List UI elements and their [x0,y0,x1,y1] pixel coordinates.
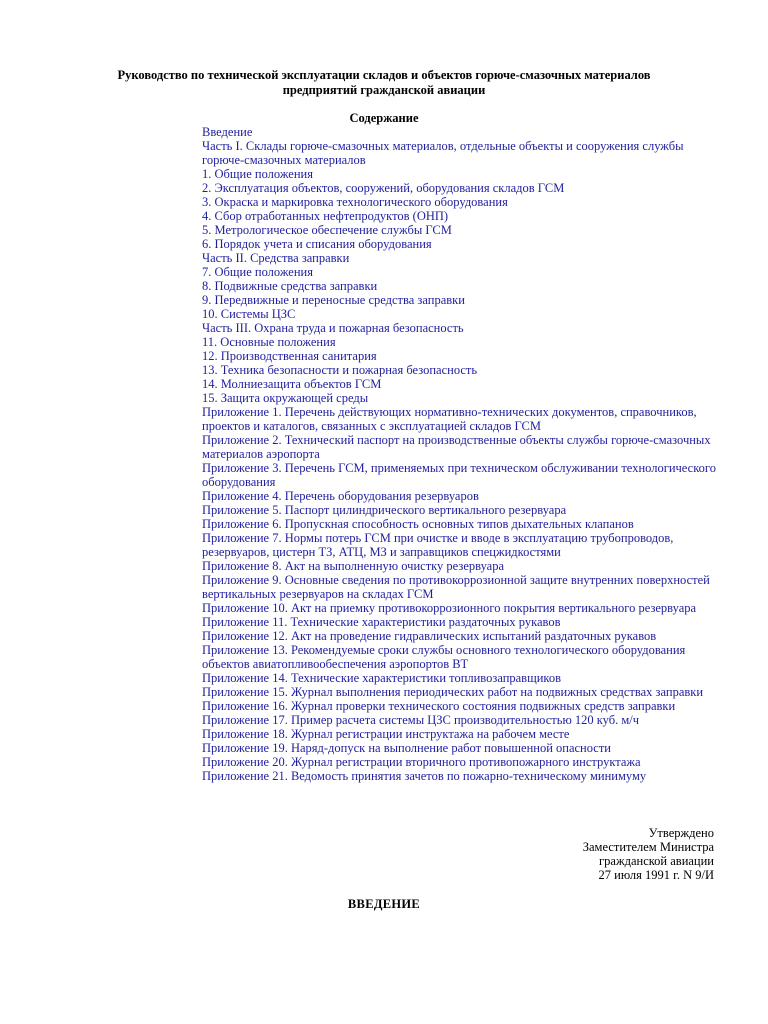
approval-line-date: 27 июля 1991 г. N 9/И [598,868,714,882]
toc-link[interactable]: 6. Порядок учета и списания оборудования [202,237,432,251]
toc-link[interactable]: Приложение 13. Рекомендуемые сроки службы основного технологического оборудования объектов авиатопливообеспечения аэропортов ВТ [202,643,686,671]
approval-line-approved: Утверждено [648,826,714,840]
toc-link[interactable]: Приложение 4. Перечень оборудования резервуаров [202,489,479,503]
document-title-line-2: предприятий гражданской авиации [282,83,486,97]
toc-link[interactable]: Приложение 18. Журнал регистрации инструктажа на рабочем месте [202,727,570,741]
toc-link[interactable]: Приложение 17. Пример расчета системы ЦЗС производительностью 120 куб. м/ч [202,713,640,727]
approval-line-ministry: гражданской авиации [599,854,714,868]
approval-block [583,826,714,882]
toc-link[interactable]: Часть III. Охрана труда и пожарная безопасность [202,321,464,335]
document-title [40,68,728,98]
toc-link[interactable]: Введение [202,125,253,139]
toc-link[interactable]: 13. Техника безопасности и пожарная безопасность [202,363,478,377]
toc-link[interactable]: 3. Окраска и маркировка технологического оборудования [202,195,508,209]
contents-heading: Содержание [349,111,419,125]
toc-link[interactable]: Приложение 12. Акт на проведение гидравлических испытаний раздаточных рукавов [202,629,657,643]
toc-link[interactable]: 11. Основные положения [202,335,336,349]
toc-link[interactable]: Приложение 5. Паспорт цилиндрического вертикального резервуара [202,503,567,517]
toc-link[interactable]: Приложение 19. Наряд-допуск на выполнение работ повышенной опасности [202,741,611,755]
approval-line-position: Заместителем Министра [582,840,714,854]
toc-link[interactable]: Приложение 6. Пропускная способность основных типов дыхательных клапанов [202,517,634,531]
toc-link[interactable]: 9. Передвижные и переносные средства заправки [202,293,465,307]
toc-link[interactable]: 7. Общие положения [202,265,313,279]
toc-link[interactable]: Часть II. Средства заправки [202,251,350,265]
toc-link[interactable]: 14. Молниезащита объектов ГСМ [202,377,382,391]
toc-link[interactable]: Приложение 11. Технические характеристики раздаточных рукавов [202,615,561,629]
toc-link[interactable]: 10. Системы ЦЗС [202,307,296,321]
toc-link[interactable]: 15. Защита окружающей среды [202,391,369,405]
toc-link[interactable]: 2. Эксплуатация объектов, сооружений, оборудования складов ГСМ [202,181,565,195]
toc-link[interactable]: 1. Общие положения [202,167,313,181]
toc-link[interactable]: Приложение 2. Технический паспорт на производственные объекты службы горюче-смазочных материалов аэропорта [202,433,711,461]
toc-link[interactable]: Приложение 1. Перечень действующих нормативно-технических документов, справочников, проектов и каталогов, связанных с эксплуатацией складов ГСМ [202,405,697,433]
toc-link[interactable]: Приложение 16. Журнал проверки технического состояния подвижных средств заправки [202,699,676,713]
toc-link[interactable]: Приложение 20. Журнал регистрации вторичного противопожарного инструктажа [202,755,641,769]
toc-link[interactable]: Приложение 9. Основные сведения по противокоррозионной защите внутренних поверхностей вертикальных резервуаров на складах ГСМ [202,573,710,601]
toc-link[interactable]: Приложение 7. Нормы потерь ГСМ при очистке и вводе в эксплуатацию трубопроводов, резервуаров, цистерн ТЗ, АТЦ, МЗ и заправщиков спецжидкостями [202,531,674,559]
toc-link[interactable]: Приложение 3. Перечень ГСМ, применяемых при техническом обслуживании технологического оборудования [202,461,716,489]
toc-link[interactable]: Часть I. Склады горюче-смазочных материалов, отдельные объекты и сооружения службы горюче-смазочных материалов [202,139,684,167]
toc-link[interactable]: 12. Производственная санитария [202,349,377,363]
toc-link[interactable]: Приложение 15. Журнал выполнения периодических работ на подвижных средствах заправки [202,685,704,699]
toc-link[interactable]: Приложение 8. Акт на выполненную очистку резервуара [202,559,505,573]
toc-link[interactable]: Приложение 10. Акт на приемку противокоррозионного покрытия вертикального резервуара [202,601,697,615]
document-title-line-1: Руководство по технической эксплуатации складов и объектов горюче-смазочных материалов [117,68,651,82]
toc-link[interactable]: 5. Метрологическое обеспечение службы ГСМ [202,223,452,237]
toc-link[interactable]: 4. Сбор отработанных нефтепродуктов (ОНП) [202,209,449,223]
table-of-contents [202,125,722,783]
introduction-heading: ВВЕДЕНИЕ [347,897,421,911]
toc-link[interactable]: Приложение 14. Технические характеристики топливозаправщиков [202,671,561,685]
toc-link[interactable]: Приложение 21. Ведомость принятия зачетов по пожарно-техническому минимуму [202,769,647,783]
toc-link[interactable]: 8. Подвижные средства заправки [202,279,378,293]
